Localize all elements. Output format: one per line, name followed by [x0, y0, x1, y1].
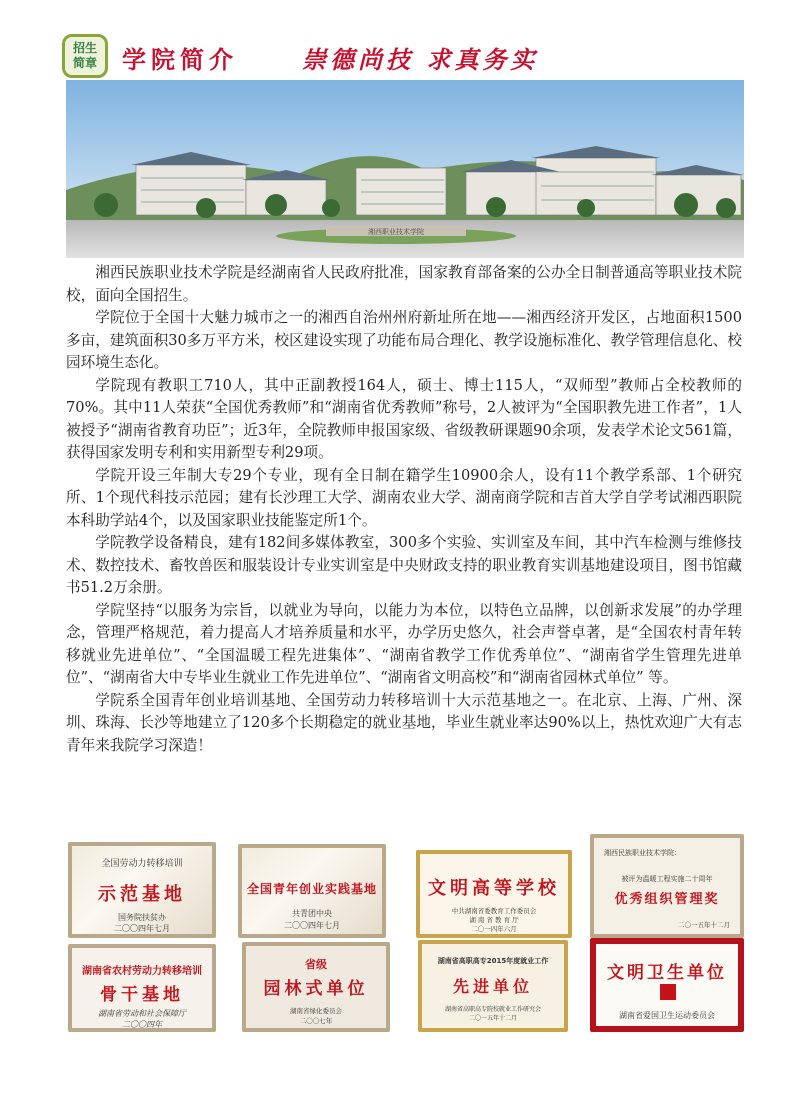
plaque-date: 二〇〇四年七月 [114, 924, 170, 933]
plaque-title: 文明卫生单位 [607, 963, 727, 983]
page-header [62, 34, 742, 80]
plaque-date: 二〇一四年六月 [471, 925, 517, 933]
introduction-body [66, 262, 742, 757]
paragraph: 学院开设三年制大专29个专业，现有全日制在籍学生10900余人，设有11个教学系部、1个研究所、1个现代科技示范园；建有长沙理工大学、湖南农业大学、湖南商学院和吉首大学自学考试湘西职院本科助学站4个，以及国家职业技能鉴定所1个。 [66, 466, 742, 529]
paragraph: 学院位于全国十大魅力城市之一的湘西自治州州府新址所在地——湘西经济开发区，占地面积1500多亩，建筑面积30多万平方米，校区建设实现了功能布局合理化、教学设施标准化、教学管理信息化、校园环境生态化。 [66, 309, 742, 371]
plaque-heading: 全国劳动力转移培训 [101, 859, 183, 869]
paragraph: 学院教学设备精良，建有182间多媒体教室，300多个实验、实训室及车间，其中汽车检测与维修技术、数控技术、畜牧兽医和服装设计专业实训室是中央财政支持的职业教育实训基地建设项目，图书馆藏书51.2万余册。 [66, 534, 742, 596]
plaque-title: 园林式单位 [263, 979, 369, 999]
plaque-heading: 湖南省高职高专2015年度就业工作 [437, 957, 549, 965]
admissions-logo [62, 34, 108, 78]
plaque-employment-award [418, 940, 568, 1032]
campus-illustration [66, 80, 744, 258]
plaque-issuer: 国务院扶贫办 [118, 913, 166, 922]
plaque-issuer: 湖南省绿化委员会 [290, 1007, 342, 1015]
plaque-title: 骨干基地 [100, 985, 184, 1005]
paragraph: 学院坚持“以服务为宗旨，以就业为导向，以能力为本位，以特色立品牌，以创新求发展”的办学理念，管理严格规范，着力提高人才培养质量和水平，办学历史悠久，社会声誉卓著，是“全国农村青年转移就业先进单位”、“全国温暖工程先进集体”、“湖南省教学工作优秀单位”、“湖南省学生管理先进单位”、“湖南省大中专毕业生就业工作先进单位”、“湖南省文明高校”和“湖南省园林式单位” 等。 [66, 601, 742, 686]
campus-photo [66, 80, 744, 258]
plaque-title: 全国青年创业实践基地 [246, 882, 377, 896]
school-motto: 崇德尚技 求真务实 [302, 45, 539, 74]
paragraph: 学院现有教职工710人，其中正副教授164人，硕士、博士115人，“双师型”教师占全校教师的70%。其中11人荣获“全国优秀教师”和“湖南省优秀教师”称号，2人被评为“全国职教先进工作者”，1人被授予“湖南省教育功臣”；近3年，全院教师申报国家级、省级教研课题90余项，发表学术论文561篇，获得国家发明专利和实用新型专利29项。 [66, 376, 742, 461]
paragraph: 学院系全国青年创业培训基地、全国劳动力转移培训十大示范基地之一。在北京、上海、广州、深圳、珠海、长沙等地建立了120多个长期稳定的就业基地，毕业生就业率达90%以上，热忱欢迎广大有志青年来我院学习深造！ [66, 691, 742, 754]
plaque-subheading: 被评为温暖工程实施二十周年 [621, 875, 713, 883]
paragraph: 湘西民族职业技术学院是经湖南省人民政府批准，国家教育部备案的公办全日制普通高等职业技术院校，面向全国招生。 [66, 264, 742, 304]
plaque-issuer: 湖南省劳动和社会保障厅 [98, 1009, 186, 1018]
plaque-civilized-college [416, 850, 572, 938]
plaque-backbone-base [68, 944, 216, 1032]
logo-text-line1: 招生 [72, 41, 97, 55]
plaque-youth-entrepreneurship [238, 844, 386, 938]
plaque-heading: 湖南省农村劳动力转移培训 [82, 966, 202, 977]
plaque-title: 优秀组织管理奖 [614, 892, 720, 907]
plaque-issuer: 中共湖南省委教育工作委员会 [451, 907, 537, 915]
page-title: 学院简介 [122, 46, 238, 74]
honor-plaques [66, 832, 744, 1032]
plaque-issuer: 湖南省高职高专院校就业工作研究会 [444, 1006, 541, 1013]
gate-sign: 湘西职业技术学院 [368, 228, 424, 236]
plaque-date: 二〇一五年十二月 [678, 921, 730, 929]
plaque-title: 文明高等学校 [428, 878, 560, 899]
plaque-issuer-2: 湖 南 省 教 育 厅 [469, 916, 519, 924]
plaque-issuer: 共青团中央 [292, 909, 332, 918]
plaque-demonstration-base [68, 842, 216, 938]
plaque-title: 先进单位 [452, 977, 533, 996]
plaque-date: 二〇一五年十二月 [468, 1015, 517, 1022]
plaque-heading: 省级 [305, 958, 327, 971]
plaque-hygiene-unit [590, 938, 744, 1032]
plaque-date: 二〇〇七年 [299, 1017, 333, 1025]
logo-text-line2: 简章 [72, 56, 97, 70]
plaque-organization-award [590, 834, 744, 938]
plaque-date: 二〇〇四年 [122, 1020, 162, 1029]
red-cross-emblem-icon [660, 984, 676, 1000]
plaque-heading: 湘西民族职业技术学院： [604, 849, 681, 857]
plaque-date: 二〇〇四年七月 [284, 921, 340, 930]
plaque-title: 示范基地 [98, 884, 186, 905]
plaque-issuer: 湖南省爱国卫生运动委员会 [619, 1011, 715, 1020]
plaque-garden-unit [242, 942, 390, 1032]
